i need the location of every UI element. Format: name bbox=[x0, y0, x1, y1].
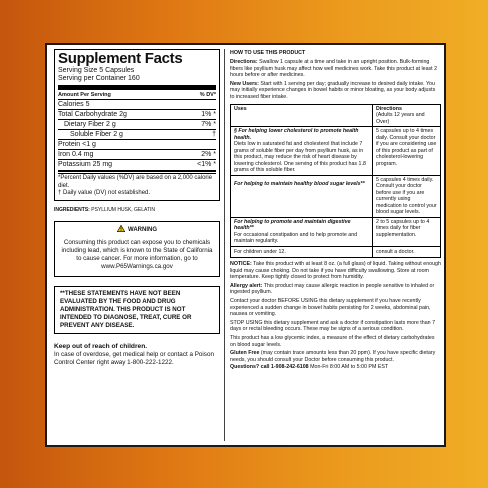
facts-row bbox=[58, 139, 216, 149]
directions-col-title: Directions bbox=[376, 105, 402, 112]
table-row bbox=[231, 176, 440, 218]
facts-row bbox=[58, 149, 216, 159]
new-users-label: New Users: bbox=[230, 80, 259, 87]
footnote-dagger: † Daily value (DV) not established. bbox=[58, 190, 151, 196]
how-to-use-heading: HOW TO USE THIS PRODUCT bbox=[230, 50, 306, 56]
supplement-facts-box bbox=[54, 49, 220, 201]
gluten-label: Gluten Free bbox=[230, 350, 260, 357]
new-users-text: Start with 1 serving per day; gradually increase to desired daily intake. You may initially experience changes in bowel habits or minor bloating, as your body adjusts to increased fiber intake. bbox=[230, 80, 436, 100]
nutrient-name: Iron 0.4 mg bbox=[58, 151, 94, 158]
thick-divider bbox=[58, 85, 216, 90]
nutrient-dv: 2% * bbox=[201, 151, 216, 158]
notice-text: Take this product with at least 8 oz. (a full glass) of liquid. Taking without enough liquid may cause choking. Do not take if you have difficulty swallowing. Store at room temperature. Keep tightly closed to protect from humidity. bbox=[230, 261, 441, 281]
directions-text: Swallow 1 capsule at a time and take in an upright position. Bulk-forming fibers like psyllium husk may affect how well medicines work. Take this product at least 2 hours before or after medicines. bbox=[230, 59, 438, 79]
nutrient-dv: 1% * bbox=[201, 111, 216, 118]
uses-table-header bbox=[231, 105, 440, 128]
facts-footnotes bbox=[58, 173, 216, 198]
use-title: For helping to promote and maintain digestive health** bbox=[234, 218, 351, 232]
contact-doctor-paragraph: Contact your doctor BEFORE USING this dietary supplement if you have recently experienced a sudden change in bowel habits persisting for 2 weeks, abdominal pain, nausea or vomiting. bbox=[230, 298, 431, 318]
warning-body: Consuming this product can expose you to chemicals including lead, which is known to the State of California to cause cancer. For more information, go to www.P65Warnings.ca.gov bbox=[61, 238, 213, 270]
direction-cell: 2 to 5 capsules up to 4 times daily for fiber supplementation. bbox=[376, 218, 430, 238]
use-text: For children under 12. bbox=[234, 248, 286, 255]
reach-title: Keep out of reach of children. bbox=[54, 342, 148, 350]
supplement-facts-title: Supplement Facts bbox=[58, 50, 183, 67]
facts-row bbox=[58, 119, 216, 129]
facts-row bbox=[58, 129, 216, 139]
warning-title: WARNING bbox=[128, 226, 157, 233]
warning-header bbox=[59, 225, 215, 236]
directions-label: Directions: bbox=[230, 59, 258, 65]
use-title: § For helping lower cholesterol to promote health health. bbox=[234, 128, 359, 141]
facts-row bbox=[58, 109, 216, 119]
facts-row bbox=[58, 159, 216, 169]
nutrient-name: Total Carbohydrate 2g bbox=[58, 111, 127, 118]
questions-paragraph bbox=[230, 364, 441, 371]
nutrient-name: Soluble Fiber 2 g bbox=[70, 131, 123, 138]
notice-label: NOTICE: bbox=[230, 261, 252, 268]
uses-table bbox=[230, 104, 441, 259]
allergy-label: Allergy alert: bbox=[230, 282, 263, 289]
reach-body: In case of overdose, get medical help or contact a Poison Control Center right away 1-800-222-1222. bbox=[54, 350, 214, 366]
prop65-warning-box bbox=[54, 221, 220, 277]
gluten-paragraph bbox=[230, 350, 441, 363]
amount-per-serving-label: Amount Per Serving bbox=[58, 92, 111, 98]
use-title: For helping to maintain healthy blood sugar levels** bbox=[234, 180, 365, 187]
questions-phone: call 1-908-242-6108 bbox=[260, 364, 309, 371]
use-cell bbox=[231, 247, 373, 258]
nutrient-dv: † bbox=[212, 131, 216, 138]
use-cell bbox=[231, 218, 373, 246]
nutrient-name: Protein <1 g bbox=[58, 141, 96, 148]
directions-col-subtitle: (Adults 12 years and Over) bbox=[376, 112, 425, 125]
mid-divider bbox=[58, 170, 216, 172]
direction-cell: consult a doctor. bbox=[376, 248, 415, 255]
label-panel bbox=[45, 43, 446, 447]
new-users-paragraph bbox=[230, 81, 441, 101]
serving-size: Serving Size 5 Capsules bbox=[58, 67, 135, 74]
ingredients-value: PSYLLIUM HUSK, GELATIN bbox=[91, 206, 156, 213]
ingredients bbox=[54, 207, 220, 214]
notice-paragraph bbox=[230, 261, 441, 281]
servings-per-container: Serving per Container 160 bbox=[58, 75, 140, 82]
keep-out-of-reach bbox=[54, 343, 220, 367]
notes-section bbox=[230, 261, 441, 371]
footnote-dv: *Percent Daily values (%DV) are based on a 2,000 calorie diet. bbox=[58, 175, 213, 189]
warning-triangle-icon bbox=[117, 225, 125, 236]
nutrient-dv: <1% * bbox=[197, 161, 216, 168]
allergy-paragraph bbox=[230, 283, 441, 296]
facts-header bbox=[58, 91, 216, 99]
use-cell bbox=[231, 127, 373, 175]
uses-column-header: Uses bbox=[231, 105, 373, 127]
nutrient-name: Potassium 25 mg bbox=[58, 161, 113, 168]
table-row bbox=[231, 247, 440, 258]
table-row bbox=[231, 218, 440, 247]
directions-column-header bbox=[373, 105, 440, 127]
glycemic-paragraph: This product has a low glycemic index, a measure of the effect of dietary carbohydrates on blood sugar levels. bbox=[230, 335, 435, 348]
nutrient-name: Dietary Fiber 2 g bbox=[64, 121, 116, 128]
stop-using-paragraph: STOP USING this dietary supplement and ask a doctor if constipation lasts more than 7 days or rectal bleeding occurs. These may be signs of a serious condition. bbox=[230, 319, 436, 333]
left-column bbox=[54, 49, 220, 367]
right-column bbox=[230, 50, 441, 371]
questions-label: Questions? bbox=[230, 364, 260, 371]
directions-paragraph bbox=[230, 59, 441, 79]
fda-statement-box bbox=[54, 286, 220, 334]
facts-row bbox=[58, 99, 216, 109]
table-row bbox=[231, 127, 440, 176]
column-divider bbox=[224, 49, 225, 441]
questions-hours: Mon-Fri 8:00 AM to 5:00 PM EST bbox=[310, 364, 389, 371]
use-text: For occasional constipation and to help promote and maintain regularity. bbox=[234, 231, 358, 245]
allergy-text: This product may cause allergic reaction in people sensitive to inhaled or ingested psyllium. bbox=[230, 282, 435, 296]
use-text: Diets low in saturated fat and cholesterol that include 7 grams of soluble fiber per day from psyllium husk, as in this product, may reduce the risk of heart disease by lowering cholesterol. One serving of this product has 1.8 grams of this soluble fiber. bbox=[234, 141, 366, 174]
direction-cell: 5 capsules up to 4 times daily. Consult your doctor if you are considering use of this product as part of cholesterol-lowering program. bbox=[376, 128, 437, 167]
nutrient-name: Calories 5 bbox=[58, 101, 90, 108]
nutrient-dv: 7% * bbox=[201, 121, 216, 128]
ingredients-label: INGREDIENTS: bbox=[54, 206, 90, 213]
gluten-text: (may contain trace amounts less than 20 ppm). If you have specific dietary needs, you should consult your Doctor before consuming this product. bbox=[230, 350, 436, 363]
fda-statement: **THESE STATEMENTS HAVE NOT BEEN EVALUATED BY THE FOOD AND DRUG ADMINISTRATION. THIS PRODUCT IS NOT INTENDED TO DIAGNOSE, TREAT, CURE OR PREVENT ANY DISEASE. bbox=[60, 289, 192, 329]
dv-label: % DV* bbox=[199, 92, 216, 98]
direction-cell: 5 capsules 4 times daily. Consult your doctor before use if you are currently using medication to control your blood sugar levels. bbox=[376, 176, 437, 216]
use-cell bbox=[231, 176, 373, 217]
